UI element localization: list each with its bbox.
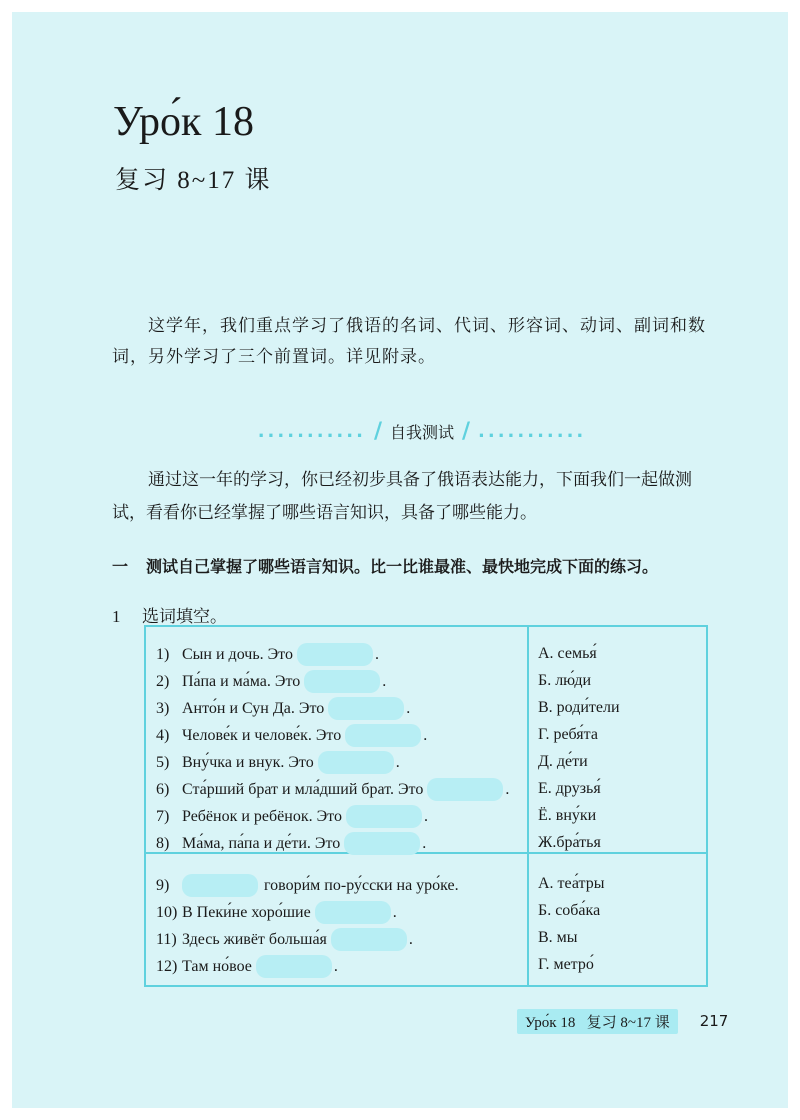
intro-paragraph: 这学年，我们重点学习了俄语的名词、代词、形容词、动词、副词和数词，另外学习了三个前置词。详见附录。 xyxy=(112,316,706,366)
section-title: 自我测试 xyxy=(389,422,454,442)
question-number: 4) xyxy=(156,726,170,744)
question-number: 1) xyxy=(156,645,170,663)
question-text: Здесь живёт больша́я xyxy=(182,930,327,948)
question-number: 11) xyxy=(156,930,177,948)
question-row xyxy=(156,697,410,720)
answer-blank[interactable] xyxy=(427,778,503,801)
answer-blank[interactable] xyxy=(331,928,407,951)
question-end: . xyxy=(374,645,379,663)
answer-blank[interactable] xyxy=(297,643,373,666)
question-text: Ребёнок и ребёнок. Это xyxy=(182,807,342,825)
question-text: Челове́к и челове́к. Это xyxy=(182,726,342,744)
question-end: . xyxy=(422,834,427,852)
question-number: 12) xyxy=(156,957,178,975)
answer-blank[interactable] xyxy=(328,697,404,720)
question-end: . xyxy=(382,672,387,690)
page-number: 217 xyxy=(699,1012,729,1030)
exercise-label xyxy=(112,602,227,627)
question-row xyxy=(156,955,338,978)
option-item: Е. друзья́ xyxy=(538,780,601,797)
option-item: В. мы xyxy=(538,929,578,946)
question-number: 7) xyxy=(156,807,170,825)
option-item: Ж.бра́тья xyxy=(538,834,601,851)
option-item: Б. соба́ка xyxy=(538,902,601,919)
question-number: 9) xyxy=(156,876,170,894)
question-number: 10) xyxy=(156,903,178,921)
answer-blank[interactable] xyxy=(315,901,391,924)
exercise-number: 1 xyxy=(112,607,121,626)
question-text: В Пеки́не хоро́шие xyxy=(182,903,311,921)
task-heading xyxy=(112,554,658,577)
question-text: Там но́вое xyxy=(182,957,252,975)
table-divider-vertical xyxy=(527,627,529,985)
exercise-table xyxy=(144,625,708,987)
option-item: А. семья́ xyxy=(538,645,597,662)
question-text: Сын и дочь. Это xyxy=(182,645,293,663)
question-text: Па́па и ма́ма. Это xyxy=(182,672,301,690)
question-text: Ста́рший брат и мла́дший брат. Это xyxy=(182,780,424,798)
question-end: . xyxy=(392,903,397,921)
option-item: Г. метро́ xyxy=(538,956,594,973)
answer-blank[interactable] xyxy=(345,724,421,747)
option-item: Ё. вну́ки xyxy=(538,807,597,824)
question-end: . xyxy=(408,930,413,948)
decor-slash-left: / xyxy=(373,418,382,444)
question-row xyxy=(156,643,379,666)
answer-blank[interactable] xyxy=(346,805,422,828)
question-end: . xyxy=(423,807,428,825)
question-number: 8) xyxy=(156,834,170,852)
question-end: . xyxy=(395,753,400,771)
question-row xyxy=(156,751,400,774)
question-number: 5) xyxy=(156,753,170,771)
option-item: Д. де́ти xyxy=(538,753,588,770)
task-number: 一 xyxy=(112,557,129,576)
option-item: Г. ребя́та xyxy=(538,726,598,743)
question-end: говори́м по-ру́сски на уро́ке. xyxy=(264,876,459,894)
decor-dots-left: ........... xyxy=(257,420,366,442)
task-text: 测试自己掌握了哪些语言知识。比一比谁最准、最快地完成下面的练习。 xyxy=(146,557,659,576)
question-row xyxy=(156,670,386,693)
page-footer xyxy=(517,1009,728,1033)
option-item: А. теа́тры xyxy=(538,875,605,892)
question-end: . xyxy=(333,957,338,975)
question-text: Анто́н и Сун Да. Это xyxy=(182,699,325,717)
question-row xyxy=(156,832,426,855)
section-heading xyxy=(242,416,602,446)
question-row xyxy=(156,724,427,747)
question-number: 3) xyxy=(156,699,170,717)
option-item: Б. лю́ди xyxy=(538,672,592,689)
question-row xyxy=(156,901,397,924)
decor-dots-right: ........... xyxy=(478,420,587,442)
question-row xyxy=(156,928,413,951)
textbook-page xyxy=(12,12,788,1108)
answer-blank[interactable] xyxy=(256,955,332,978)
question-end: . xyxy=(505,780,510,798)
section-paragraph: 通过这一年的学习，你已经初步具备了俄语表达能力，下面我们一起做测试，看看你已经掌握了哪些语言知识，具备了哪些能力。 xyxy=(112,470,692,523)
question-row xyxy=(156,805,428,828)
exercise-instruction: 选词填空。 xyxy=(142,607,227,627)
question-text: Вну́чка и внук. Это xyxy=(182,753,314,771)
decor-slash-right: / xyxy=(462,418,471,444)
question-end: . xyxy=(406,699,411,717)
question-row xyxy=(156,874,459,897)
answer-blank[interactable] xyxy=(304,670,380,693)
lesson-subtitle: 复习 8~17 课 xyxy=(115,167,272,194)
question-number: 2) xyxy=(156,672,170,690)
option-item: В. роди́тели xyxy=(538,699,620,716)
question-end: . xyxy=(423,726,428,744)
question-number: 6) xyxy=(156,780,170,798)
answer-blank[interactable] xyxy=(182,874,258,897)
question-text: Ма́ма, па́па и де́ти. Это xyxy=(182,834,341,852)
answer-blank[interactable] xyxy=(344,832,420,855)
question-row xyxy=(156,778,509,801)
answer-blank[interactable] xyxy=(318,751,394,774)
lesson-title: Уро́к 18 xyxy=(113,99,254,145)
running-footer-label: Уро́к 18 复习 8~17 课 xyxy=(517,1009,678,1034)
